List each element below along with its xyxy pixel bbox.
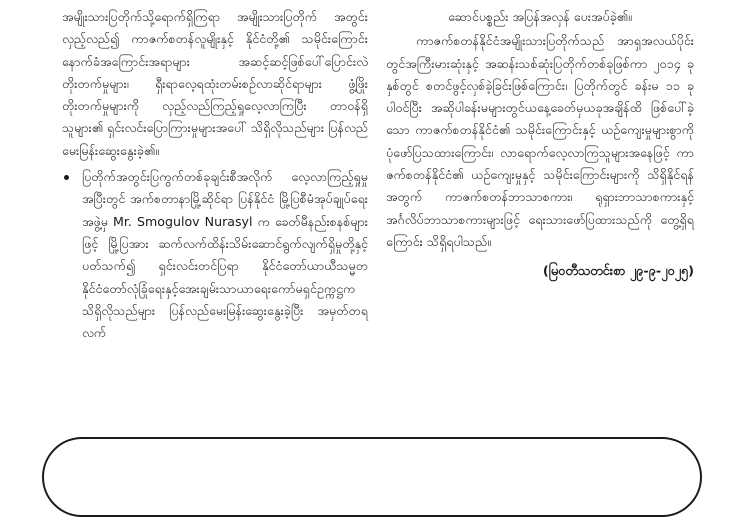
rounded-frame-border	[42, 437, 702, 517]
bullet-text: ပြတိုက်အတွင်းပြကွက်တစ်ခုချင်းစီအလိုက် လေ့လာကြည့်ရှုမှုအပြီးတွင် အက်စတာနာမြို့ဆိုင်ရာ ပြန်နိုင်ငံ မြို့ပြစီမံအုပ်ချုပ်ရေးအဖွဲ့မှ Mr. Smogulov Nurasyl က ခေတ်မီနည်းစနစ်များဖြင့် မြို့ပြအား ဆက်လက်ထိန်းသိမ်းဆောင်ရွက်လျက်ရှိမှုတို့နှင့်ပတ်သက်၍ ရှင်းလင်းတင်ပြရာ နိုင်ငံတော်ယာယီသမ္မတ နိုင်ငံတော်လုံခြုံရေးနှင့်အေးချမ်းသာယာရေးကော်မရှင်ဥက္ကဋ္ဌက သိရှိလိုသည်များ ပြန်လည်မေးမြန်းဆွေးနွေးခဲ့ပြီး အမှတ်တရလက်	[82, 169, 368, 341]
bullet-icon	[64, 175, 69, 180]
source-citation: (မြဝတီသတင်းစာ ၂၉-၉-၂၀၂၅)	[542, 264, 694, 280]
right-column	[386, 6, 694, 284]
left-column	[62, 6, 368, 344]
right-paragraph: ကာဇက်စတန်နိုင်ငံအမျိုးသားပြတိုက်သည် အာရှအလယ်ပိုင်းတွင်အကြီးမားဆုံးနှင့် အဆန်းသစ်ဆုံးပြတိုက်တစ်ခုဖြစ်ကာ ၂၀၁၄ ခုနှစ်တွင် စတင်ဖွင့်လှစ်ခဲ့ခြင်းဖြစ်ကြောင်း၊ ပြတိုက်တွင် ခန်းမ ၁၁ ခုပါဝင်ပြီး အဆိုပါခန်းမများတွင်ယနေ့ခေတ်မှယခုအချိန်ထိ ဖြစ်ပေါ်ခဲ့သော ကာဇက်စတန်နိုင်ငံ၏ သမိုင်းကြောင်းနှင့် ယဉ်ကျေးမှုများစွာကို ပုံဖော်ပြသထားကြောင်း၊ လာရောက်လေ့လာကြသူများအနေဖြင့် ကာဇက်စတန်နိုင်ငံ၏ ယဉ်ကျေးမှုနှင့် သမိုင်းကြောင်းများကို သိရှိနိုင်ရန်အတွက် ကာဇက်စတန်ဘာသာစကား၊ ရုရှားဘာသာစကားနှင့် အင်္ဂလိပ်ဘာသာစကားများဖြင့် ရေးသားဖော်ပြထားသည်ကို တွေ့ရှိရကြောင်း သိရှိရပါသည်။	[386, 33, 694, 249]
right-first-line: ဆောင်ပစ္စည်း အပြန်အလှန် ပေးအပ်ခဲ့၏။	[448, 9, 632, 24]
bullet-list-item	[62, 166, 368, 344]
left-paragraph: အမျိုးသားပြတိုက်သို့ရောက်ရှိကြရာ အမျိုးသားပြတိုက် အတွင်း လှည့်လည်၍ ကာဇက်စတန်လူမျိုးနှင့် နိုင်ငံတို့၏ သမိုင်းကြောင်း နောက်ခံအကြောင်းအရာများ အဆင့်ဆင့်ဖြစ်ပေါ်ပြောင်းလဲတိုးတက်မှုများ၊ ရှီးရာလေ့ရထုံးတမ်းစဉ်လာဆိုင်ရာများ ဖွံ့ဖြိုးတိုးတက်မှုများကို လှည့်လည်ကြည့်ရှုလေ့လာကြပြီး တာဝန်ရှိသူများ၏ ရှင်းလင်းပြောကြားမှုများအပေါ် သိရှိလိုသည်များ ပြန်လည်မေးမြန်းဆွေးနွေးခဲ့၏။	[62, 9, 368, 158]
